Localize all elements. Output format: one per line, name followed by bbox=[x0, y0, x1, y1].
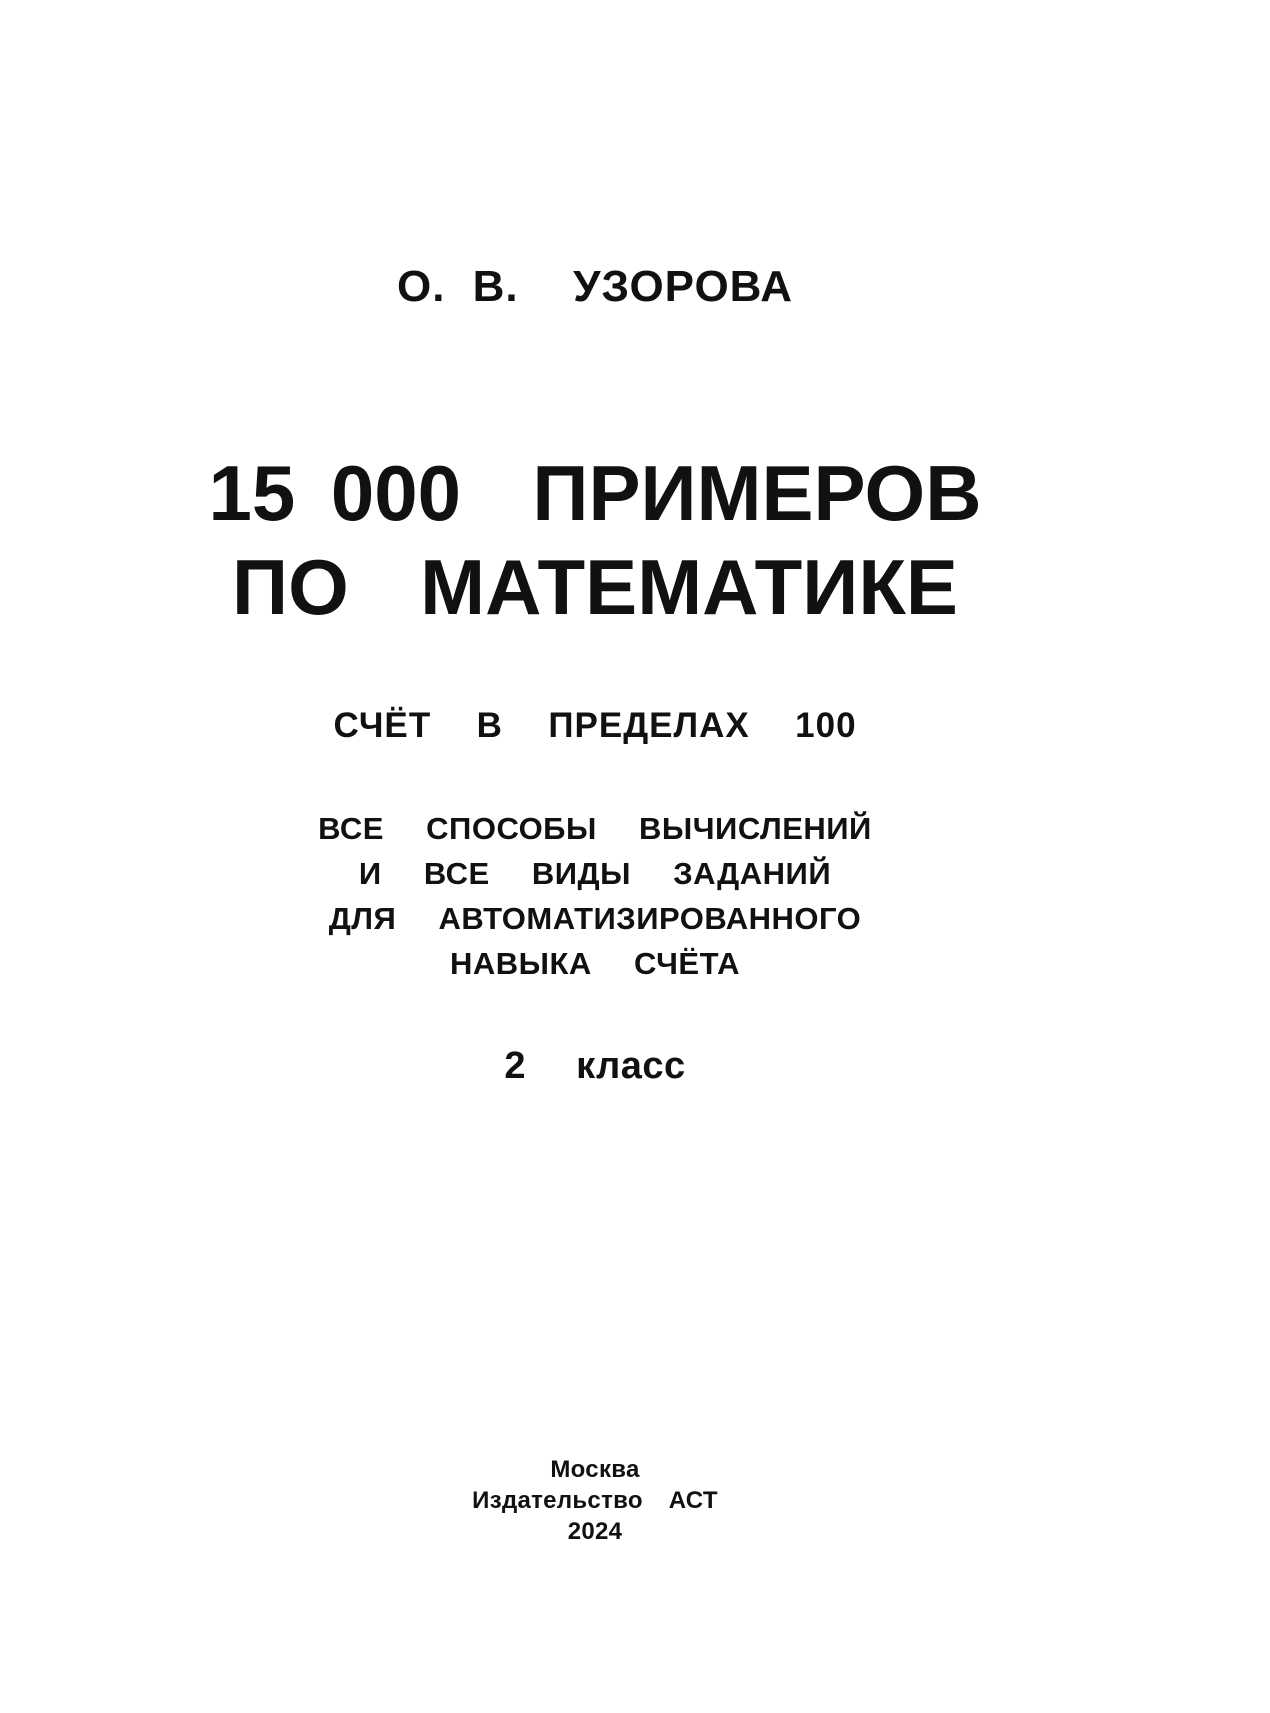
book-title-line-1: 15 000 ПРИМЕРОВ bbox=[208, 449, 982, 537]
book-subtitle: СЧЁТ В ПРЕДЕЛАХ 100 bbox=[333, 706, 857, 745]
book-title-line-2: ПО МАТЕМАТИКЕ bbox=[232, 543, 958, 631]
description-line-1: ВСЕ СПОСОБЫ ВЫЧИСЛЕНИЙ bbox=[318, 811, 872, 846]
imprint-publisher: Издательство АСТ bbox=[472, 1487, 718, 1514]
imprint-city: Москва bbox=[550, 1456, 640, 1483]
imprint-year: 2024 bbox=[567, 1518, 623, 1545]
grade-label: 2 класс bbox=[504, 1045, 686, 1087]
description-line-2: И ВСЕ ВИДЫ ЗАДАНИЙ bbox=[358, 856, 832, 891]
description-line-3: ДЛЯ АВТОМАТИЗИРОВАННОГО bbox=[328, 901, 862, 936]
description-line-4: НАВЫКА СЧЁТА bbox=[449, 946, 741, 981]
author-name: О. В. УЗОРОВА bbox=[396, 262, 794, 311]
